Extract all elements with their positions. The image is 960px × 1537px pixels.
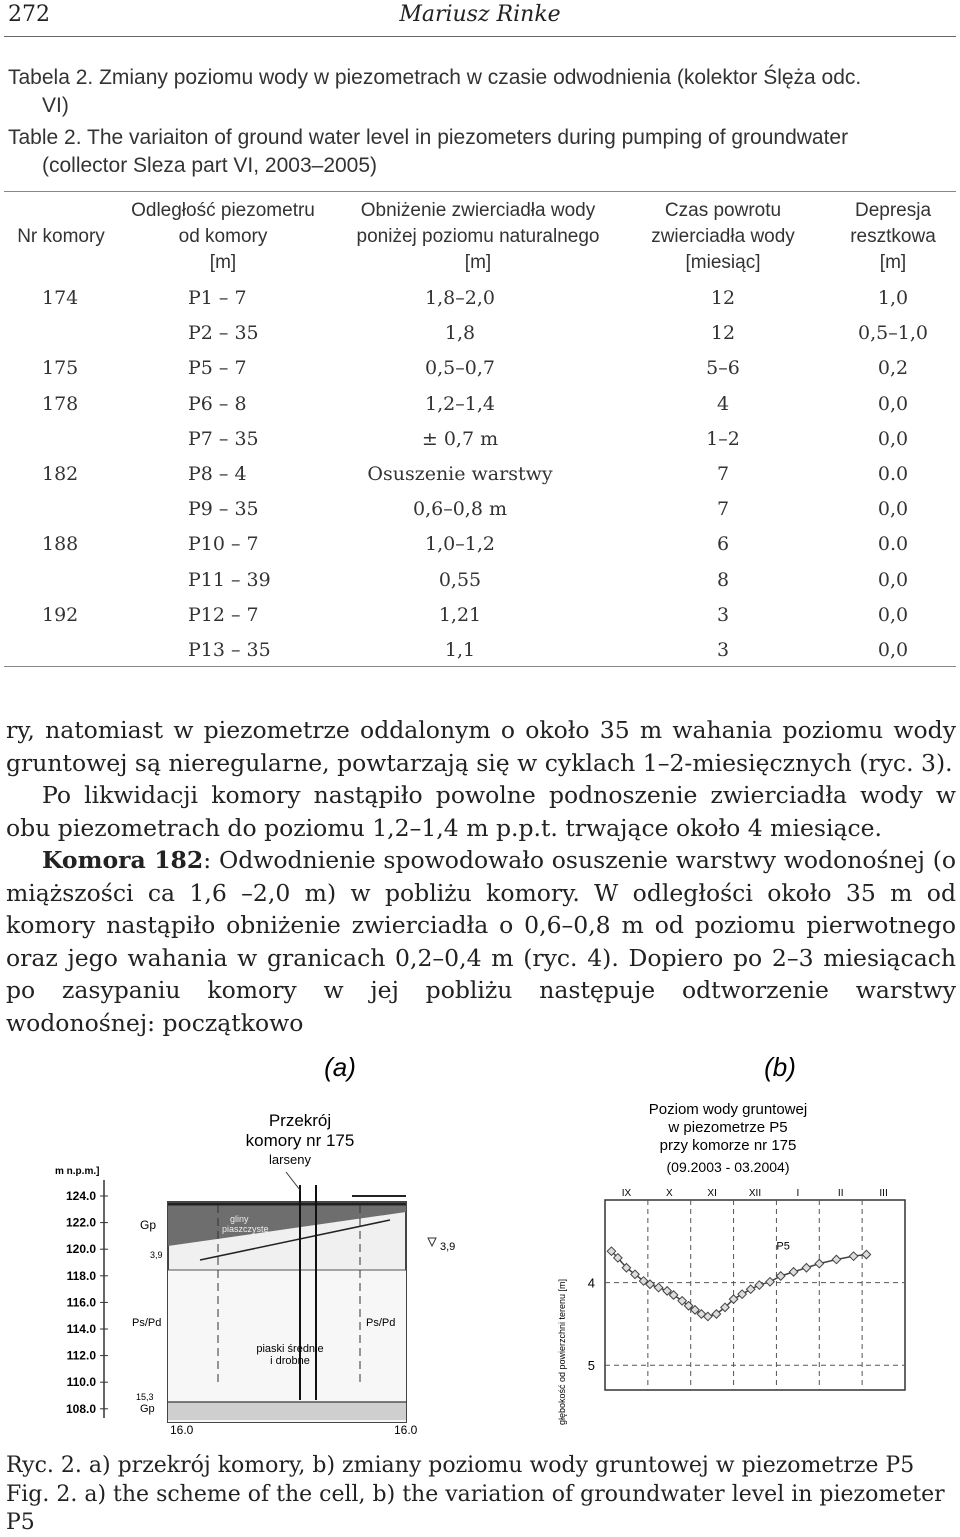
table-top-rule <box>4 191 956 192</box>
table-cell: 0,0 <box>877 603 909 626</box>
table-cell: 0,55 <box>438 568 482 591</box>
table-caption-pl-line2: VI) <box>42 94 69 117</box>
panel-a-ps-pd-right: Ps/Pd <box>366 1317 396 1329</box>
table-header-line: Odległość piezometru <box>131 200 315 221</box>
figure-2 <box>0 1040 960 1440</box>
panel-b-data-point <box>738 1290 746 1298</box>
table-cell: 1,8–2,0 <box>425 287 495 309</box>
running-header <box>8 2 952 32</box>
table-cell: 0,2 <box>877 357 909 380</box>
table-cell: 0,5–1,0 <box>858 322 928 345</box>
table-header-line: [m] <box>209 252 237 273</box>
panel-a-val-153: 15,3 <box>136 1392 154 1402</box>
table-cell: 12 <box>710 287 736 309</box>
figure-caption-en: Fig. 2. a) the scheme of the cell, b) the variation of groundwater level in piezometer P5 <box>6 1482 945 1535</box>
table-header-line: Czas powrotu <box>664 200 782 221</box>
table-header-line: Obniżenie zwierciadła wody <box>360 200 596 221</box>
panel-b-data-point <box>815 1259 823 1267</box>
panel-b-plot <box>588 1188 905 1390</box>
table-cell: 1,8 <box>444 322 476 345</box>
panel-b-ytick-label: 4 <box>587 1275 595 1291</box>
panel-b-month-label: I <box>796 1188 800 1199</box>
panel-b-data-point <box>862 1250 870 1258</box>
panel-a-val-28: 2,8 <box>226 1241 242 1253</box>
table-cell: P12 – 7 <box>188 603 259 626</box>
panel-b-series-label: P5 <box>776 1240 790 1253</box>
panel-a-title-1: Przekrój <box>268 1111 332 1130</box>
table-cell: P11 – 39 <box>188 568 271 591</box>
table-header-line: [m] <box>464 252 492 273</box>
table-cell: P9 – 35 <box>188 498 259 521</box>
table-cell: Osuszenie warstwy <box>367 463 553 485</box>
panel-b-ytick-label: 5 <box>587 1358 595 1374</box>
panel-b-title-2: w piezometrze P5 <box>668 1119 788 1136</box>
panel-a-piaski-2: i drobne <box>270 1355 310 1367</box>
table-cell: 0,0 <box>877 568 909 591</box>
panel-a-tick-label: 112.0 <box>66 1348 96 1363</box>
table-cell: 1–2 <box>706 427 740 450</box>
panel-b-month-label: XI <box>707 1188 717 1199</box>
panel-a-val-39-right: 3,9 <box>440 1241 456 1253</box>
panel-b <box>557 1101 905 1425</box>
panel-a-tick-label: 114.0 <box>66 1322 96 1336</box>
table-header-col-1 <box>6 198 116 250</box>
panel-a-axis-unit: m n.p.m.] <box>55 1166 100 1177</box>
header-rule <box>4 36 956 37</box>
table-caption-en-line2: (collector Sleza part VI, 2003–2005) <box>42 154 378 177</box>
panel-b-title-3: przy komorze nr 175 <box>659 1137 797 1154</box>
table-cell: 3 <box>716 639 730 661</box>
table-cell: 1,1 <box>444 639 476 661</box>
panel-b-ylabel: głębokość od powierzchni terenu [m] <box>557 1278 567 1426</box>
panel-b-data-point <box>776 1272 784 1280</box>
table-cell: 4 <box>716 392 730 415</box>
paragraph-2: Po likwidacji komory nastąpiło powolne podnoszenie zwierciadła wody w obu piezometrach do poziomu 1,2–1,4 m p.p.t. trwające około 4 miesiące. <box>6 781 956 842</box>
table-cell: 0,0 <box>877 427 909 450</box>
table-cell: 0.0 <box>877 533 909 556</box>
panel-a-title-2: komory nr 175 <box>245 1131 355 1150</box>
table-cell: 0,0 <box>877 498 909 521</box>
table-bottom-rule <box>4 666 956 667</box>
panel-a-larseny-label: larseny <box>269 1152 311 1167</box>
panel-a-tick-label: 116.0 <box>66 1295 96 1310</box>
table-cell: P8 – 4 <box>188 463 247 485</box>
table-header-line: Nr komory <box>17 226 105 247</box>
table-header-line: zwierciadła wody <box>651 226 795 247</box>
panel-a-val-16-right: 16.0 <box>394 1423 418 1437</box>
table-cell: P7 – 35 <box>188 427 259 450</box>
table-header-col-2 <box>112 198 334 276</box>
running-author: Mariusz Rinke <box>399 2 561 27</box>
body-text <box>6 714 956 1039</box>
table-cell: 12 <box>710 322 736 345</box>
table-cell: P5 – 7 <box>188 357 247 380</box>
table-cell: 0,6–0,8 m <box>413 498 507 521</box>
panel-b-month-label: II <box>837 1188 844 1199</box>
panel-b-title-1: Poziom wody gruntowej <box>648 1101 808 1118</box>
panel-b-data-point <box>802 1263 810 1271</box>
table-cell: P13 – 35 <box>188 639 271 661</box>
panel-a-tick-label: 118.0 <box>66 1268 96 1283</box>
panel-a-tick-label: 124.0 <box>65 1189 96 1203</box>
figure-caption-pl: Ryc. 2. a) przekrój komory, b) zmiany poziomu wody gruntowej w piezometrze P5 <box>6 1453 915 1478</box>
panel-a-bottom-layer <box>168 1402 406 1420</box>
panel-a-gp-label: Gp <box>140 1218 157 1232</box>
panel-b-plot-frame <box>605 1200 905 1390</box>
table-header-col-3 <box>330 198 626 276</box>
table-cell: 8 <box>716 568 730 591</box>
panel-a-gliny-label-1: gliny <box>230 1214 249 1224</box>
table-cell: 5–6 <box>706 357 740 380</box>
panel-a-tick-label: 110.0 <box>66 1375 96 1390</box>
table-header-line: resztkowa <box>850 226 936 247</box>
table-cell: 188 <box>42 533 79 556</box>
table-header-line: od komory <box>178 226 268 247</box>
table-cell: ± 0,7 m <box>421 427 499 450</box>
table-cell: P2 – 35 <box>188 322 259 345</box>
panel-a-gliny-label-2: piaszczyste <box>222 1224 269 1234</box>
panel-b-label: (b) <box>764 1052 796 1082</box>
panel-a-val-16-left: 16.0 <box>170 1423 194 1437</box>
table-cell: 0,5–0,7 <box>425 357 495 380</box>
komora-182-heading: Komora 182 <box>42 846 204 874</box>
panel-b-data-point <box>832 1255 840 1263</box>
panel-a-gp-bottom: Gp <box>140 1403 155 1415</box>
figure-svg <box>0 1040 960 1440</box>
table-cell: P1 – 7 <box>188 287 247 309</box>
table-cell: 174 <box>42 287 79 309</box>
panel-b-data-point <box>746 1285 754 1293</box>
table-cell: 7 <box>716 463 730 485</box>
table-header-line: [m] <box>879 252 907 273</box>
panel-a-label: (a) <box>324 1052 356 1082</box>
panel-a-val-39-left: 3,9 <box>150 1250 163 1260</box>
page-number: 272 <box>8 2 50 27</box>
table-cell: 0,0 <box>877 392 909 415</box>
panel-b-month-label: III <box>879 1188 888 1199</box>
panel-a-ps-pd-left: Ps/Pd <box>132 1317 162 1329</box>
panel-a-tick-label: 122.0 <box>65 1215 96 1230</box>
panel-a-tick-label: 120.0 <box>65 1242 96 1257</box>
paragraph-3-text: : Odwodnienie spowodowało osuszenie warstwy wodonośnej (o miąższości ca 1,6 –2,0 m) w pobliżu komory. W odległości około 35 m od komory nastąpiło obniżenie zwierciadła o 0,6–0,8 m od poziomu pierwotnego oraz jego wahania w granicach 0,2–0,4 m (ryc. 4). Dopiero po 2–3 miesiącach po zasypaniu komory w jej pobliżu następuje odtworzenie warstwy wodonośnej: początkowo <box>6 846 957 1037</box>
panel-b-month-label: IX <box>621 1188 632 1199</box>
panel-b-data-point <box>789 1268 797 1276</box>
panel-b-month-label: XII <box>748 1188 762 1199</box>
panel-a-larseny-pointer <box>286 1172 300 1190</box>
panel-b-data-point <box>766 1278 774 1286</box>
table-cell: 0,0 <box>877 639 909 661</box>
table-cell: P6 – 8 <box>188 392 247 415</box>
table-cell: 6 <box>716 533 730 556</box>
panel-a-piaski-1: piaski średnie <box>256 1343 324 1355</box>
panel-a-tick-label: 108.0 <box>65 1401 96 1416</box>
table-header-line: poniżej poziomu naturalnego <box>356 226 600 247</box>
table-header-line: Depresja <box>854 200 932 221</box>
panel-a-water-level-marker <box>428 1238 436 1246</box>
table-cell: 3 <box>716 603 730 626</box>
table-header-col-4 <box>628 198 818 276</box>
table-caption-pl-line1: Tabela 2. Zmiany poziomu wody w piezometrach w czasie odwodnienia (kolektor Ślęża odc. <box>8 66 862 89</box>
table-cell: P10 – 7 <box>188 533 259 556</box>
table-header-line: [miesiąc] <box>685 252 761 273</box>
table-cell: 7 <box>716 498 730 521</box>
table-cell: 1,2–1,4 <box>425 392 495 415</box>
table-cell: 1,0 <box>877 287 909 309</box>
table-cell: 1,0–1,2 <box>425 533 495 556</box>
panel-a-ticks <box>66 1189 108 1416</box>
table-cell: 178 <box>42 392 79 415</box>
panel-b-month-label: X <box>665 1188 673 1199</box>
table-cell: 182 <box>42 463 79 485</box>
table-cell: 1,21 <box>438 603 482 626</box>
table-cell: 0.0 <box>877 463 909 485</box>
table-caption-en <box>8 124 956 180</box>
paragraph-1: ry, natomiast w piezometrze oddalonym o około 35 m wahania poziomu wody gruntowej są nieregularne, powtarzają się w cyklach 1–2-miesięcznych (ryc. 3). <box>6 716 956 777</box>
paragraph-3 <box>6 844 956 1039</box>
table-cell: 192 <box>42 603 79 626</box>
panel-b-data-point <box>654 1283 662 1291</box>
table-caption-en-line1: Table 2. The variaiton of ground water level in piezometers during pumping of groundwater <box>8 126 849 149</box>
panel-b-data-point <box>849 1252 857 1260</box>
panel-b-title-4: (09.2003 - 03.2004) <box>666 1159 790 1175</box>
panel-a <box>55 1111 455 1437</box>
table-caption-pl <box>8 64 956 120</box>
table-header-col-5 <box>828 198 958 276</box>
table-cell: 175 <box>42 357 79 380</box>
